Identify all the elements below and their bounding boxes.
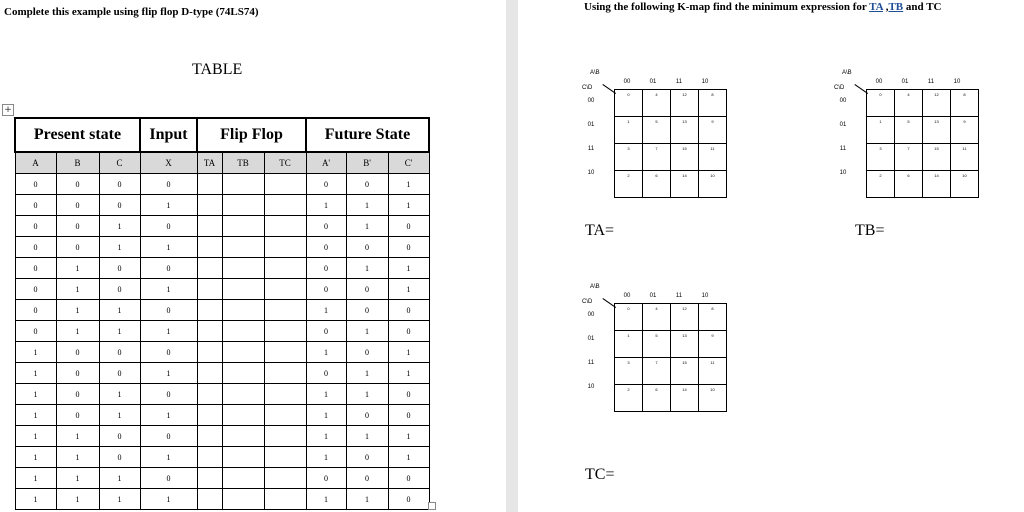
table-cell[interactable]: 1 <box>56 426 99 447</box>
table-cell[interactable]: 1 <box>306 384 346 405</box>
table-cell[interactable]: 1 <box>346 321 388 342</box>
table-cell[interactable] <box>222 237 264 258</box>
table-cell[interactable]: 1 <box>99 489 140 510</box>
table-cell[interactable]: 0 <box>15 279 56 300</box>
table-cell[interactable]: 0 <box>346 468 388 489</box>
heading-ta-link: TA <box>869 1 883 13</box>
kmap-col-header: 00 <box>875 79 883 85</box>
kmap-cd-label: C\D <box>582 299 593 305</box>
table-row <box>15 342 429 363</box>
kmap-cell[interactable]: 13 <box>671 331 699 358</box>
table-cell[interactable]: 1 <box>56 447 99 468</box>
kmap-grid <box>614 89 727 198</box>
column-header: X <box>140 152 197 174</box>
kmap-cell[interactable]: 8 <box>699 304 727 331</box>
kmap-cell[interactable]: 13 <box>923 117 951 144</box>
column-header: A' <box>306 152 346 174</box>
table-cell[interactable] <box>264 468 306 489</box>
kmap-row-header: 11 <box>587 146 595 152</box>
table-cell[interactable]: 0 <box>140 342 197 363</box>
table-cell[interactable]: 0 <box>99 195 140 216</box>
table-cell[interactable] <box>264 426 306 447</box>
table-cell[interactable]: 1 <box>140 405 197 426</box>
table-cell[interactable] <box>197 342 222 363</box>
table-cell[interactable]: 0 <box>99 174 140 195</box>
column-header: TB <box>222 152 264 174</box>
table-cell[interactable]: 0 <box>99 363 140 384</box>
table-cell[interactable]: 0 <box>388 216 429 237</box>
table-cell[interactable]: 1 <box>346 426 388 447</box>
table-cell[interactable] <box>264 363 306 384</box>
table-cell[interactable]: 0 <box>306 468 346 489</box>
table-cell[interactable]: 0 <box>306 174 346 195</box>
table-cell[interactable]: 0 <box>388 384 429 405</box>
kmap-cell[interactable]: 15 <box>671 358 699 385</box>
kmap-col-header: 01 <box>649 293 657 299</box>
table-cell[interactable]: 0 <box>388 405 429 426</box>
kmap-cell[interactable]: 15 <box>923 144 951 171</box>
table-row <box>15 468 429 489</box>
table-cell[interactable] <box>222 300 264 321</box>
table-cell[interactable]: 0 <box>99 279 140 300</box>
group-header-present-state: Present state <box>15 118 140 152</box>
kmap-col-header: 10 <box>701 79 709 85</box>
kmap-col-header: 11 <box>675 293 683 299</box>
text-cursor <box>429 421 430 438</box>
table-cell[interactable] <box>264 447 306 468</box>
table-cell[interactable]: 1 <box>306 405 346 426</box>
table-cell[interactable] <box>197 300 222 321</box>
kmap-col-header: 00 <box>623 293 631 299</box>
table-cell[interactable]: 0 <box>306 237 346 258</box>
table-cell[interactable] <box>197 384 222 405</box>
table-cell[interactable]: 1 <box>388 195 429 216</box>
column-header: C <box>99 152 140 174</box>
table-cell[interactable] <box>197 321 222 342</box>
kmap-row-header: 00 <box>839 98 847 104</box>
kmap-col-header: 10 <box>701 293 709 299</box>
table-cell[interactable]: 0 <box>140 174 197 195</box>
kmap-cell[interactable]: 12 <box>923 90 951 117</box>
table-cell[interactable]: 0 <box>306 216 346 237</box>
kmap-ab-label: A\B <box>590 284 600 290</box>
table-cell[interactable]: 1 <box>306 300 346 321</box>
kmap-cell[interactable]: 8 <box>951 90 979 117</box>
kmap-row-header: 11 <box>839 146 847 152</box>
kmap-col-header: 10 <box>953 79 961 85</box>
table-cell[interactable]: 1 <box>56 279 99 300</box>
kmap-cell[interactable]: 1 <box>867 117 895 144</box>
table-cell[interactable] <box>222 363 264 384</box>
table-cell[interactable]: 0 <box>15 237 56 258</box>
kmap-cell[interactable]: 3 <box>867 144 895 171</box>
table-cell[interactable]: 0 <box>306 321 346 342</box>
table-cell[interactable] <box>222 447 264 468</box>
table-cell[interactable]: 1 <box>140 447 197 468</box>
table-cell[interactable]: 0 <box>99 342 140 363</box>
table-cell[interactable]: 1 <box>306 489 346 510</box>
table-cell[interactable]: 0 <box>346 300 388 321</box>
table-cell[interactable]: 1 <box>99 216 140 237</box>
kmap-cell[interactable]: 0 <box>615 304 643 331</box>
kmap-ta <box>582 70 742 210</box>
table-cell[interactable]: 0 <box>56 384 99 405</box>
table-cell[interactable]: 0 <box>140 426 197 447</box>
table-cell[interactable]: 1 <box>99 405 140 426</box>
kmap-cell[interactable]: 5 <box>895 117 923 144</box>
table-cell[interactable]: 0 <box>388 321 429 342</box>
table-move-handle-icon[interactable]: + <box>2 104 14 116</box>
table-cell[interactable] <box>264 300 306 321</box>
table-cell[interactable]: 0 <box>99 426 140 447</box>
table-cell[interactable]: 1 <box>140 489 197 510</box>
group-header-input: Input <box>140 118 197 152</box>
table-cell[interactable]: 1 <box>306 342 346 363</box>
kmap-cell[interactable]: 15 <box>671 144 699 171</box>
table-cell[interactable] <box>222 258 264 279</box>
table-cell[interactable]: 0 <box>140 216 197 237</box>
kmap-col-header: 01 <box>901 79 909 85</box>
table-cell[interactable]: 1 <box>15 426 56 447</box>
table-row <box>15 321 429 342</box>
table-row <box>15 195 429 216</box>
kmap-cell[interactable]: 14 <box>923 171 951 198</box>
heading-separator: , <box>882 1 889 13</box>
table-cell[interactable] <box>222 489 264 510</box>
kmap-cell[interactable]: 9 <box>699 117 727 144</box>
group-header-future-state: Future State <box>306 118 429 152</box>
kmap-cell[interactable]: 14 <box>671 385 699 412</box>
table-cell[interactable]: 0 <box>15 174 56 195</box>
table-cell[interactable]: 1 <box>346 384 388 405</box>
table-cell[interactable] <box>264 279 306 300</box>
table-cell[interactable] <box>264 384 306 405</box>
table-cell[interactable] <box>222 195 264 216</box>
table-cell[interactable]: 1 <box>306 195 346 216</box>
exercise-instruction: Complete this example using flip flop D-type (74LS74) <box>4 6 259 18</box>
kmap-cell[interactable]: 7 <box>895 144 923 171</box>
table-cell[interactable]: 0 <box>306 279 346 300</box>
table-cell[interactable]: 0 <box>346 405 388 426</box>
table-cell[interactable] <box>197 174 222 195</box>
table-cell[interactable] <box>222 405 264 426</box>
heading-tb-link: TB <box>888 1 904 13</box>
kmap-cd-label: C\D <box>834 85 845 91</box>
table-row <box>15 405 429 426</box>
table-cell[interactable]: 1 <box>140 279 197 300</box>
table-row <box>15 258 429 279</box>
table-cell[interactable] <box>222 342 264 363</box>
table-cell[interactable]: 0 <box>15 258 56 279</box>
table-cell[interactable] <box>222 426 264 447</box>
table-cell[interactable] <box>197 426 222 447</box>
table-cell[interactable] <box>197 447 222 468</box>
table-cell[interactable]: 0 <box>306 258 346 279</box>
column-header: TC <box>264 152 306 174</box>
kmap-cell[interactable]: 3 <box>615 358 643 385</box>
table-cell[interactable] <box>264 321 306 342</box>
table-cell[interactable]: 1 <box>99 300 140 321</box>
table-cell[interactable]: 1 <box>56 258 99 279</box>
kmap-grid <box>866 89 979 198</box>
table-cell[interactable] <box>264 237 306 258</box>
table-cell[interactable] <box>222 384 264 405</box>
table-cell[interactable]: 1 <box>15 342 56 363</box>
table-cell[interactable]: 1 <box>346 216 388 237</box>
table-cell[interactable] <box>197 279 222 300</box>
table-cell[interactable]: 1 <box>388 258 429 279</box>
table-cell[interactable]: 1 <box>15 363 56 384</box>
table-row <box>15 237 429 258</box>
table-cell[interactable]: 1 <box>140 363 197 384</box>
right-document-page[interactable] <box>518 0 1024 512</box>
table-cell[interactable]: 1 <box>99 384 140 405</box>
kmap-cell[interactable]: 11 <box>951 144 979 171</box>
table-cell[interactable] <box>264 342 306 363</box>
table-resize-handle[interactable] <box>428 502 436 510</box>
column-header: B <box>56 152 99 174</box>
kmap-tb <box>834 70 994 210</box>
kmap-cell[interactable]: 9 <box>951 117 979 144</box>
kmap-cell[interactable]: 14 <box>671 171 699 198</box>
kmap-col-header: 11 <box>675 79 683 85</box>
kmap-cd-label: C\D <box>582 85 593 91</box>
table-cell[interactable] <box>222 279 264 300</box>
table-cell[interactable] <box>222 174 264 195</box>
ta-expression-label: TA= <box>585 222 615 239</box>
kmap-cell[interactable]: 11 <box>699 144 727 171</box>
table-cell[interactable]: 1 <box>306 426 346 447</box>
table-cell[interactable]: 1 <box>306 447 346 468</box>
tb-expression-label: TB= <box>855 222 885 239</box>
table-cell[interactable]: 0 <box>346 342 388 363</box>
table-cell[interactable]: 0 <box>346 237 388 258</box>
table-cell[interactable]: 0 <box>15 216 56 237</box>
table-row <box>15 426 429 447</box>
table-row <box>15 279 429 300</box>
table-row <box>15 447 429 468</box>
left-document-page[interactable] <box>0 0 506 512</box>
state-transition-table[interactable] <box>14 117 430 510</box>
table-cell[interactable] <box>197 216 222 237</box>
kmap-cell[interactable]: 0 <box>867 90 895 117</box>
table-cell[interactable]: 1 <box>15 468 56 489</box>
table-cell[interactable]: 1 <box>56 300 99 321</box>
kmap-cell[interactable]: 4 <box>895 90 923 117</box>
table-cell[interactable]: 1 <box>15 447 56 468</box>
table-cell[interactable]: 1 <box>15 405 56 426</box>
table-cell[interactable]: 0 <box>56 195 99 216</box>
kmap-cell[interactable]: 2 <box>867 171 895 198</box>
table-cell[interactable]: 0 <box>346 174 388 195</box>
kmap-cell[interactable]: 10 <box>699 171 727 198</box>
table-cell[interactable]: 1 <box>56 321 99 342</box>
kmap-cell[interactable]: 2 <box>615 171 643 198</box>
table-cell[interactable]: 0 <box>388 237 429 258</box>
table-cell[interactable]: 1 <box>346 363 388 384</box>
column-header: TA <box>197 152 222 174</box>
table-cell[interactable]: 0 <box>388 300 429 321</box>
table-cell[interactable] <box>222 321 264 342</box>
kmap-col-header: 01 <box>649 79 657 85</box>
table-cell[interactable]: 0 <box>15 300 56 321</box>
table-cell[interactable] <box>197 489 222 510</box>
heading-suffix: and TC <box>903 1 942 13</box>
kmap-cell[interactable]: 6 <box>895 171 923 198</box>
table-cell[interactable]: 0 <box>99 258 140 279</box>
table-cell[interactable]: 0 <box>346 279 388 300</box>
kmap-row-header: 11 <box>587 360 595 366</box>
table-cell[interactable]: 1 <box>140 195 197 216</box>
column-header: A <box>15 152 56 174</box>
kmap-cell[interactable]: 7 <box>643 358 671 385</box>
kmap-grid <box>614 303 727 412</box>
kmap-row-header: 00 <box>587 98 595 104</box>
table-cell[interactable]: 1 <box>388 342 429 363</box>
table-cell[interactable]: 1 <box>346 195 388 216</box>
table-cell[interactable] <box>264 216 306 237</box>
kmap-cell[interactable]: 4 <box>643 304 671 331</box>
table-cell[interactable]: 0 <box>56 216 99 237</box>
kmap-ab-label: A\B <box>590 70 600 76</box>
kmap-instruction <box>584 1 941 13</box>
table-cell[interactable]: 1 <box>99 237 140 258</box>
table-cell[interactable]: 1 <box>15 489 56 510</box>
table-cell[interactable] <box>222 216 264 237</box>
group-header-flip-flop: Flip Flop <box>197 118 306 152</box>
kmap-cell[interactable]: 6 <box>643 385 671 412</box>
kmap-cell[interactable]: 8 <box>699 90 727 117</box>
table-cell[interactable]: 0 <box>56 405 99 426</box>
table-cell[interactable] <box>197 258 222 279</box>
kmap-col-header: 00 <box>623 79 631 85</box>
kmap-cell[interactable]: 3 <box>615 144 643 171</box>
table-cell[interactable]: 0 <box>56 174 99 195</box>
table-cell[interactable]: 1 <box>346 258 388 279</box>
table-cell[interactable]: 1 <box>56 489 99 510</box>
table-cell[interactable]: 1 <box>56 468 99 489</box>
table-cell[interactable]: 0 <box>388 489 429 510</box>
kmap-cell[interactable]: 10 <box>951 171 979 198</box>
table-cell[interactable] <box>264 195 306 216</box>
table-cell[interactable]: 1 <box>388 363 429 384</box>
table-cell[interactable] <box>264 174 306 195</box>
kmap-cell[interactable]: 1 <box>615 331 643 358</box>
table-cell[interactable]: 0 <box>15 195 56 216</box>
table-cell[interactable] <box>264 405 306 426</box>
heading-prefix: Using the following K-map find the minimum expression for <box>584 1 870 13</box>
table-row <box>15 363 429 384</box>
kmap-cell[interactable]: 7 <box>643 144 671 171</box>
kmap-cell[interactable]: 10 <box>699 385 727 412</box>
table-cell[interactable] <box>197 195 222 216</box>
table-cell[interactable] <box>264 489 306 510</box>
table-cell[interactable]: 0 <box>140 384 197 405</box>
kmap-row-header: 00 <box>587 312 595 318</box>
table-row <box>15 489 429 510</box>
kmap-cell[interactable]: 5 <box>643 331 671 358</box>
kmap-row-header: 10 <box>587 170 595 176</box>
table-cell[interactable] <box>264 258 306 279</box>
table-cell[interactable]: 0 <box>306 363 346 384</box>
column-header: B' <box>346 152 388 174</box>
table-cell[interactable]: 1 <box>99 321 140 342</box>
kmap-row-header: 01 <box>587 122 595 128</box>
table-cell[interactable]: 0 <box>140 300 197 321</box>
kmap-cell[interactable]: 12 <box>671 90 699 117</box>
kmap-cell[interactable]: 4 <box>643 90 671 117</box>
kmap-cell[interactable]: 1 <box>615 117 643 144</box>
table-cell[interactable] <box>197 237 222 258</box>
kmap-row-header: 01 <box>587 336 595 342</box>
table-cell[interactable] <box>222 468 264 489</box>
table-cell[interactable]: 1 <box>140 237 197 258</box>
table-cell[interactable]: 1 <box>388 426 429 447</box>
table-cell[interactable] <box>197 405 222 426</box>
kmap-ab-label: A\B <box>842 70 852 76</box>
table-cell[interactable]: 1 <box>15 384 56 405</box>
table-cell[interactable]: 0 <box>56 342 99 363</box>
kmap-col-header: 11 <box>927 79 935 85</box>
kmap-cell[interactable]: 5 <box>643 117 671 144</box>
table-cell[interactable]: 0 <box>99 447 140 468</box>
table-title: TABLE <box>192 61 243 78</box>
column-header: C' <box>388 152 429 174</box>
kmap-cell[interactable]: 0 <box>615 90 643 117</box>
table-cell[interactable]: 0 <box>56 237 99 258</box>
table-cell[interactable]: 1 <box>388 174 429 195</box>
table-cell[interactable]: 0 <box>56 363 99 384</box>
table-cell[interactable]: 1 <box>140 321 197 342</box>
kmap-cell[interactable]: 6 <box>643 171 671 198</box>
table-cell[interactable]: 1 <box>346 489 388 510</box>
kmap-row-header: 10 <box>839 170 847 176</box>
kmap-cell[interactable]: 11 <box>699 358 727 385</box>
tc-expression-label: TC= <box>585 466 615 483</box>
table-cell[interactable] <box>197 363 222 384</box>
kmap-cell[interactable]: 9 <box>699 331 727 358</box>
kmap-cell[interactable]: 13 <box>671 117 699 144</box>
kmap-cell[interactable]: 2 <box>615 385 643 412</box>
table-cell[interactable]: 0 <box>388 468 429 489</box>
kmap-row-header: 01 <box>839 122 847 128</box>
table-cell[interactable]: 1 <box>99 468 140 489</box>
table-cell[interactable]: 1 <box>388 447 429 468</box>
table-cell[interactable]: 0 <box>140 258 197 279</box>
kmap-tc <box>582 284 742 424</box>
table-row <box>15 384 429 405</box>
table-cell[interactable] <box>197 468 222 489</box>
kmap-row-header: 10 <box>587 384 595 390</box>
table-cell[interactable]: 0 <box>15 321 56 342</box>
table-cell[interactable]: 0 <box>140 468 197 489</box>
table-cell[interactable]: 0 <box>346 447 388 468</box>
table-cell[interactable]: 1 <box>388 279 429 300</box>
kmap-cell[interactable]: 12 <box>671 304 699 331</box>
table-row <box>15 216 429 237</box>
table-row <box>15 174 429 195</box>
table-row <box>15 300 429 321</box>
